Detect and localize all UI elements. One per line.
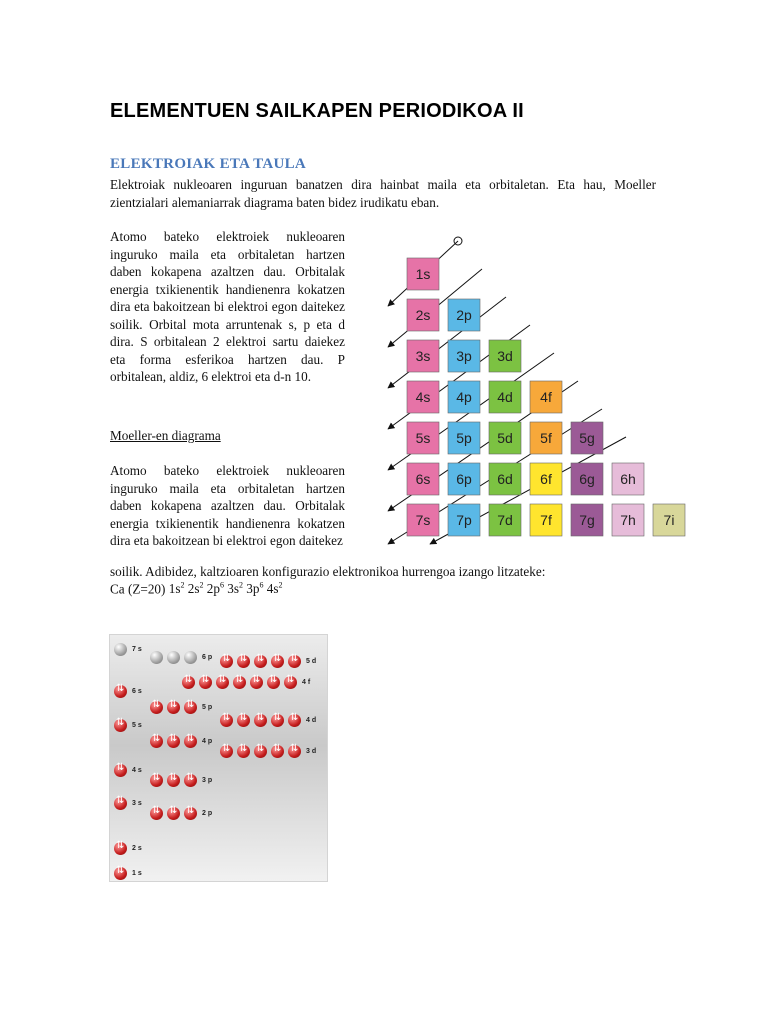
orbital-label: 6 s [132,688,142,695]
orbital-cell-4f [530,381,562,413]
formula-terms [169,581,283,596]
paragraph-orbitals: Atomo bateko elektroiek nukleoaren inguruko maila eta orbitaletan hartzen daben kokapena azaltzen dau. Orbitalak energia txikienentik handienenra kokatzen dira eta bakoitzean bi elektroi egon daitekez soilik. Orbital mota arruntenak s, p eta d dira. S orbitalean 2 elektroi sartu daiekez eta forma esferikoa hartzen dau. P orbitalean, aldiz, 6 elektroi eta d-n 10. [110,229,345,384]
electron-pair-icon [250,676,263,689]
orbital-cell-label: 3s [415,348,431,364]
orbital-label: 7 s [132,646,142,653]
electron-pair-icon [114,764,127,777]
electron-pair-icon [288,745,301,758]
orbital-cell-4s [407,381,439,413]
orbital-row [114,685,142,698]
electron-pair-icon [182,676,195,689]
orbital-cell-6h [612,463,644,495]
formula-term: $4s^2$ [266,581,283,597]
electron-pair-icon [220,655,233,668]
formula-exponent: 6 [259,581,264,590]
orbital-cell-label: 4f [540,389,552,405]
page-title: ELEMENTUEN SAILKAPEN PERIODIKOA II [110,100,524,122]
paragraph-moeller: Atomo bateko elektroiek nukleoaren inguruko maila eta orbitaletan hartzen daben kokapena azaltzen dau. Orbitalak energia txikienentik handienenra kokatzen dira eta bakoitzean bi elektroi egon daitekez [110,463,345,548]
formula-exponent: 2 [180,581,185,590]
orbital-cell-2p [448,299,480,331]
orbital-label: 2 p [202,810,213,817]
electron-pair-icon [216,676,229,689]
electron-pair-icon [288,655,301,668]
orbital-cell-label: 3p [456,348,472,364]
moeller-diagram [370,230,700,560]
formula-term: $1s^2$ [168,581,185,597]
orbital-cell-7f [530,504,562,536]
formula-term: $2s^2$ [187,581,204,597]
orbital-row [114,719,142,732]
orbital-row [150,735,212,748]
electron-pair-icon [114,685,127,698]
electron-pair-icon [150,807,163,820]
electron-pair-icon [199,676,212,689]
electron-pair-icon [167,701,180,714]
electron-pair-icon [184,774,197,787]
orbital-cell-label: 4s [415,389,431,405]
orbital-cell-label: 6s [415,471,431,487]
orbital-cell-label: 7g [579,512,595,528]
electron-pair-icon [271,655,284,668]
orbital-row [220,745,316,758]
electron-pair-icon [114,797,127,810]
orbital-cell-label: 3d [497,348,513,364]
electron-pair-icon [237,714,250,727]
electron-pair-icon [254,745,267,758]
orbital-row [150,651,212,664]
orbital-cell-label: 5g [579,430,595,446]
filling-order-arrow [388,297,506,388]
orbital-cell-label: 6h [620,471,636,487]
orbital-row [150,807,212,820]
orbital-label: 3 d [306,748,317,755]
orbital-row [114,842,142,855]
orbital-row [150,701,212,714]
moeller-subheading: Moeller-en diagrama [110,428,221,443]
orbital-cell-6p [448,463,480,495]
orbital-row [114,867,142,880]
orbital-cell-3s [407,340,439,372]
orbital-cell-label: 5s [415,430,431,446]
orbital-cell-label: 4d [497,389,513,405]
formula-exponent: 2 [278,581,283,590]
electron-pair-icon [167,774,180,787]
electron-pair-icon [233,676,246,689]
electron-pair-icon [167,651,180,664]
orbital-cell-label: 5d [497,430,513,446]
orbital-label: 3 s [132,800,142,807]
orbital-cell-7p [448,504,480,536]
electron-pair-icon [150,701,163,714]
orbital-cell-5s [407,422,439,454]
electron-pair-icon [114,643,127,656]
calcium-configuration [110,581,283,597]
paragraph-moeller-tail: soilik. Adibidez, kaltzioaren konfigurazio elektronikoa hurrengoa izango litzateke: [110,564,546,579]
section-heading: ELEKTROIAK ETA TAULA [110,156,307,172]
electron-pair-icon [150,651,163,664]
orbital-cell-4p [448,381,480,413]
orbital-cell-7d [489,504,521,536]
orbital-label: 4 f [302,679,311,686]
orbital-cell-4d [489,381,521,413]
orbital-cell-label: 7s [415,512,431,528]
orbital-row [114,764,142,777]
orbital-cell-label: 6g [579,471,595,487]
orbital-row [114,643,142,656]
orbital-row [182,676,310,689]
electron-pair-icon [114,719,127,732]
orbital-cell-label: 5f [540,430,552,446]
orbital-cell-7s [407,504,439,536]
orbital-cell-label: 6f [540,471,552,487]
electron-pair-icon [184,807,197,820]
electron-pair-icon [184,651,197,664]
orbital-cell-label: 7i [663,512,675,528]
electron-pair-icon [114,867,127,880]
orbital-label: 4 s [132,767,142,774]
orbital-cell-label: 2p [456,307,472,323]
electron-pair-icon [150,774,163,787]
orbital-cell-5g [571,422,603,454]
orbital-cell-5f [530,422,562,454]
orbital-cell-7g [571,504,603,536]
orbital-cell-6g [571,463,603,495]
orbital-row [220,714,316,727]
orbital-label: 5 p [202,704,213,711]
orbital-cell-label: 4p [456,389,472,405]
intro-paragraph: Elektroiak nukleoaren inguruan banatzen dira hainbat maila eta orbitaletan. Eta hau, Moeller zientzialari alemaniarrak diagrama baten bidez irudikatu eban. [110,177,656,210]
electron-pair-icon [220,745,233,758]
orbital-label: 4 p [202,738,213,745]
orbital-label: 4 d [306,717,317,724]
electron-pair-icon [150,735,163,748]
formula-exponent: 2 [239,581,243,590]
orbital-label: 1 s [132,870,142,877]
orbital-cell-5p [448,422,480,454]
electron-pair-icon [184,735,197,748]
orbital-cell-label: 6d [497,471,513,487]
orbital-row [220,655,316,668]
orbital-row [150,774,212,787]
electron-pair-icon [271,714,284,727]
orbital-label: 6 p [202,654,213,661]
electron-pair-icon [267,676,280,689]
orbital-cell-1s [407,258,439,290]
orbital-cell-5d [489,422,521,454]
orbital-cell-label: 7f [540,512,552,528]
electron-pair-icon [237,745,250,758]
formula-exponent: 6 [219,581,224,590]
electron-pair-icon [271,745,284,758]
orbital-cell-label: 1s [415,266,431,282]
formula-prefix: Ca (Z=20) [110,581,169,597]
orbital-label: 5 s [132,722,142,729]
orbital-cell-3p [448,340,480,372]
electron-pair-icon [254,714,267,727]
orbital-cell-6s [407,463,439,495]
orbital-cell-label: 6p [456,471,472,487]
electron-pair-icon [114,842,127,855]
orbital-cell-label: 2s [415,307,431,323]
orbital-label: 3 p [202,777,213,784]
orbital-cell-7h [612,504,644,536]
orbital-label: 5 d [306,658,317,665]
orbital-cell-7i [653,504,685,536]
orbital-cell-3d [489,340,521,372]
orbital-cell-label: 7h [620,512,636,528]
orbital-cell-2s [407,299,439,331]
electron-pair-icon [167,735,180,748]
orbital-cell-label: 7p [456,512,472,528]
formula-term: $3s^2$ [227,581,243,597]
orbital-cell-label: 5p [456,430,472,446]
orbital-cell-6d [489,463,521,495]
formula-term: $3p^6$ [246,581,264,597]
electron-pair-icon [167,807,180,820]
formula-exponent: 2 [199,581,204,590]
electron-pair-icon [254,655,267,668]
electron-pair-icon [220,714,233,727]
orbital-cell-6f [530,463,562,495]
electron-pair-icon [284,676,297,689]
electron-pair-icon [237,655,250,668]
orbital-row [114,797,142,810]
orbital-filling-figure [109,634,328,882]
formula-term: $2p^6$ [206,581,224,597]
orbital-cell-label: 7d [497,512,513,528]
orbital-label: 2 s [132,845,142,852]
electron-pair-icon [184,701,197,714]
electron-pair-icon [288,714,301,727]
